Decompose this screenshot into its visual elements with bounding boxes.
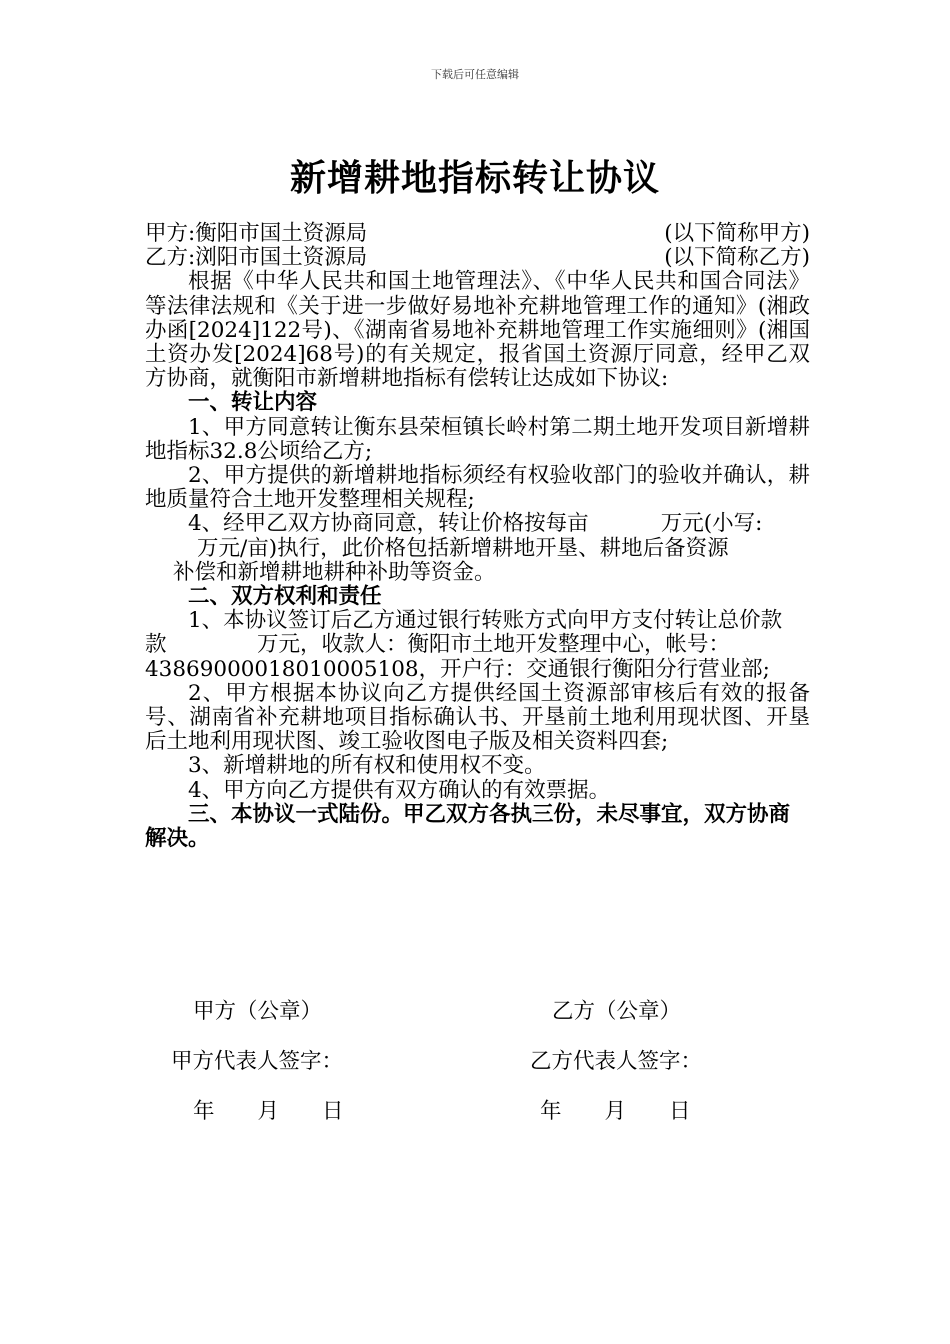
section-1-item-4-part-b: 万元(小写: xyxy=(660,511,763,537)
party-b-representative: 乙方代表人签字： xyxy=(530,1049,703,1074)
section-1-item-4-end xyxy=(145,561,810,585)
party-b-seal: 乙方（公章） xyxy=(552,999,682,1024)
section-2-item-1: 1、本协议签订后乙方通过银行转账方式向甲方支付转让总价款 xyxy=(188,608,783,634)
section-2-heading: 二、双方权利和责任 xyxy=(188,584,382,610)
section-2-item-4: 4、甲方向乙方提供有双方确认的有效票据。 xyxy=(188,777,611,803)
document-title: 新增耕地指标转让协议 xyxy=(289,157,660,199)
section-2-item-3: 3、新增耕地的所有权和使用权不变。 xyxy=(188,753,546,779)
section-2-item-1-part-b: 万元，收款人：衡阳市土地开发整理中心，帐号： xyxy=(257,632,731,658)
section-1-item-4-cont xyxy=(145,537,810,561)
price-label-continued: 款 xyxy=(145,632,167,658)
header-note: 下载后可任意编辑 xyxy=(431,68,519,81)
party-a-seal: 甲方（公章） xyxy=(193,999,323,1024)
document-body xyxy=(145,222,810,851)
section-2-item-1-cont xyxy=(145,633,810,657)
party-b-note: (以下简称乙方) xyxy=(664,245,810,271)
intro-paragraph: 根据《中华人民共和国土地管理法》、《中华人民共和国合同法》等法律法规和《关于进一步做好易地补充耕地管理工作的通知》(湘政办函[2024]122号)、《湖南省易地补充耕地管理工作实施细则》(湘国土资办发[2024]68号)的有关规定，报省国土资源厅同意，经甲乙双方协商，就衡阳市新增耕地指标有偿转让达成如下协议: xyxy=(145,269,810,392)
party-a-name: 甲方:衡阳市国土资源局 xyxy=(145,221,368,246)
section-1-item-1: 1、甲方同意转让衡东县荣桓镇长岭村第二期土地开发项目新增耕地指标32.8公顷给乙方; xyxy=(145,414,810,464)
section-1-heading: 一、转让内容 xyxy=(188,390,318,416)
party-a-note: (以下简称甲方) xyxy=(664,221,810,246)
section-1-item-4-part-a: 4、经甲乙双方协商同意，转让价格按每亩 xyxy=(188,511,589,537)
section-1-item-4 xyxy=(145,512,810,536)
section-2-item-2: 2、甲方根据本协议向乙方提供经国土资源部审核后有效的报备号、湖南省补充耕地项目指标确认书、开垦前土地利用现状图、开垦后土地利用现状图、竣工验收图电子版及相关资料四套; xyxy=(145,680,810,755)
party-b-date: 年 月 日 xyxy=(540,1099,691,1124)
party-a-representative: 甲方代表人签字： xyxy=(171,1049,344,1074)
section-1-item-4-part-c: 万元/亩)执行，此价格包括新增耕地开垦、耕地后备资源 xyxy=(197,535,729,561)
party-b-line xyxy=(145,246,810,270)
party-b-name: 乙方:浏阳市国土资源局 xyxy=(145,245,368,271)
party-a-date: 年 月 日 xyxy=(193,1099,344,1124)
party-a-line xyxy=(145,222,810,246)
section-2-item-1-account: 43869000018010005108，开户行：交通银行衡阳分行营业部; xyxy=(145,656,770,682)
section-3-text: 三、本协议一式陆份。甲乙双方各执三份，未尽事宜，双方协商解决。 xyxy=(145,801,791,852)
section-1-item-2: 2、甲方提供的新增耕地指标须经有权验收部门的验收并确认，耕地质量符合土地开发整理相关规程; xyxy=(145,463,810,513)
section-1-item-4-part-d: 补偿和新增耕地耕种补助等资金。 xyxy=(173,559,496,585)
